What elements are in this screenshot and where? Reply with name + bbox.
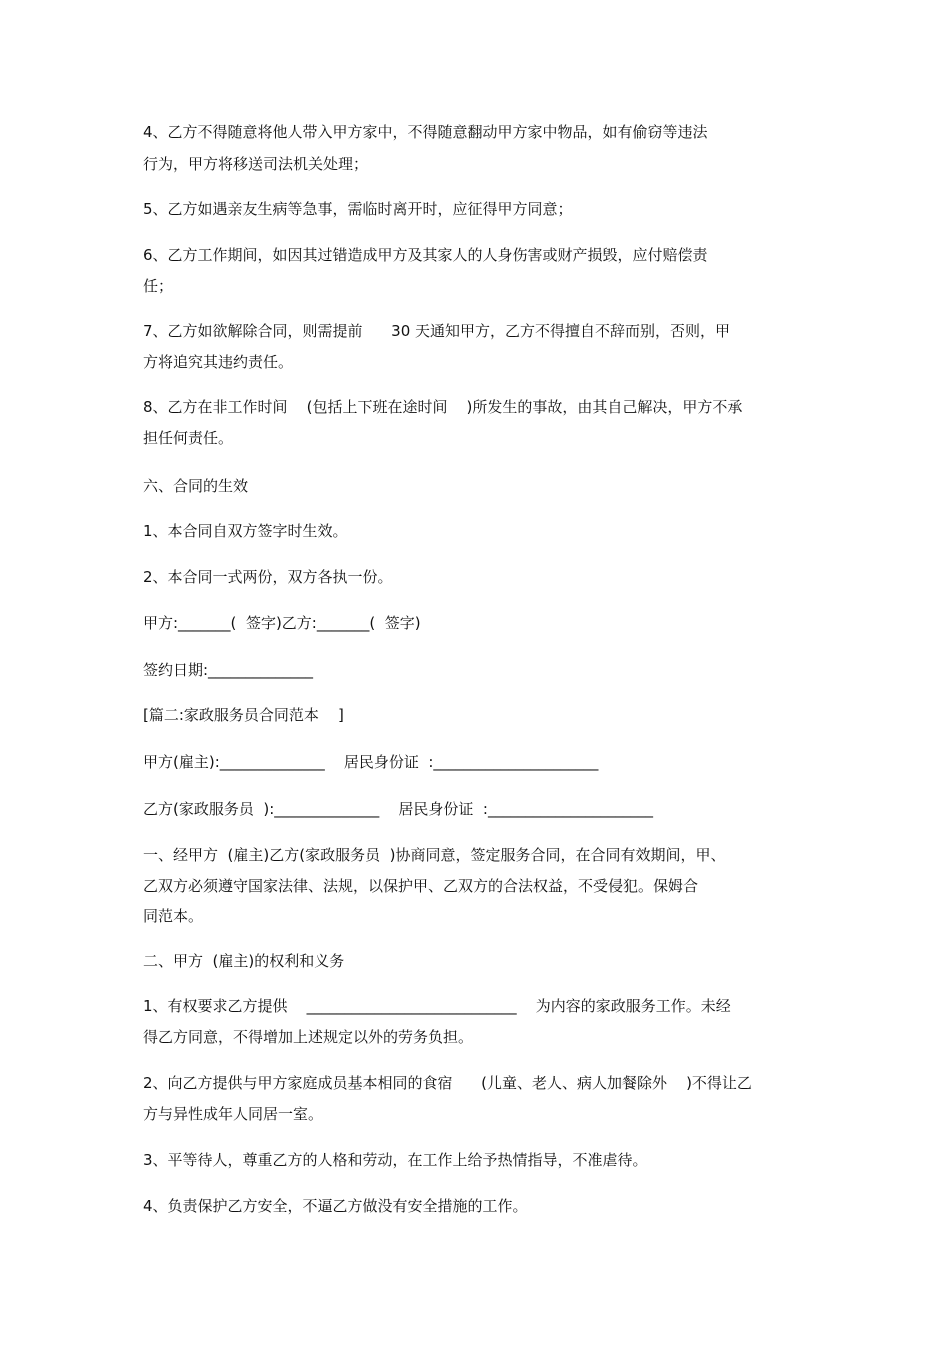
clause-6-line-2: 任； <box>143 277 174 295</box>
party-a-line: 甲方(雇主):______________ 居民身份证 :______________________ <box>143 753 599 771</box>
clause-7-line-1: 7、乙方如欲解除合同，则需提前 30 天通知甲方，乙方不得擅自不辞而别，否则，甲 <box>143 322 731 340</box>
clause-7-line-2: 方将追究其违约责任。 <box>143 353 294 371</box>
party-b-line: 乙方(家政服务员 ):______________ 居民身份证 :______________________ <box>143 800 653 818</box>
clause-8-line-1: 8、乙方在非工作时间 (包括上下班在途时间 )所发生的事故，由其自己解决，甲方不承 <box>143 398 743 416</box>
clause-4-line-2: 行为，甲方将移送司法机关处理； <box>143 155 369 173</box>
section-6-heading: 六、合同的生效 <box>143 477 249 495</box>
right-4-line: 4、负责保护乙方安全，不逼乙方做没有安全措施的工作。 <box>143 1197 528 1215</box>
clause-6-line-1: 6、乙方工作期间，如因其过错造成甲方及其家人的人身伤害或财产损毁，应付赔偿责 <box>143 246 708 264</box>
clause-4-line-1: 4、乙方不得随意将他人带入甲方家中，不得随意翻动甲方家中物品，如有偷窃等违法 <box>143 123 708 141</box>
right-2-line-1: 2、向乙方提供与甲方家庭成员基本相同的食宿 (儿童、老人、病人加餐除外 )不得让乙 <box>143 1074 752 1092</box>
right-3-line: 3、平等待人，尊重乙方的人格和劳动，在工作上给予热情指导，不准虐待。 <box>143 1151 648 1169</box>
part-2-title: [篇二:家政服务员合同范本 ] <box>143 706 344 724</box>
effect-clause-2: 2、本合同一式两份，双方各执一份。 <box>143 568 393 586</box>
section-2-heading: 二、甲方 (雇主)的权利和义务 <box>143 952 345 970</box>
signature-line: 甲方:_______( 签字)乙方:_______( 签字) <box>143 614 421 632</box>
right-2-line-2: 方与异性成年人同居一室。 <box>143 1105 324 1123</box>
section-1-line-2: 乙双方必须遵守国家法律、法规，以保护甲、乙双方的合法权益，不受侵犯。保姆合 <box>143 877 699 895</box>
signing-date-line: 签约日期:______________ <box>143 661 314 679</box>
section-1-line-3: 同范本。 <box>143 907 204 925</box>
clause-5-line: 5、乙方如遇亲友生病等急事，需临时离开时，应征得甲方同意； <box>143 200 573 218</box>
section-1-line-1: 一、经甲方 (雇主)乙方(家政服务员 )协商同意，签定服务合同，在合同有效期间，甲、 <box>143 846 726 864</box>
effect-clause-1: 1、本合同自双方签字时生效。 <box>143 522 348 540</box>
right-1-line-2: 得乙方同意，不得增加上述规定以外的劳务负担。 <box>143 1028 474 1046</box>
right-1-line-1: 1、有权要求乙方提供 ____________________________ 为内容的家政服务工作。未经 <box>143 997 731 1015</box>
clause-8-line-2: 担任何责任。 <box>143 429 234 447</box>
